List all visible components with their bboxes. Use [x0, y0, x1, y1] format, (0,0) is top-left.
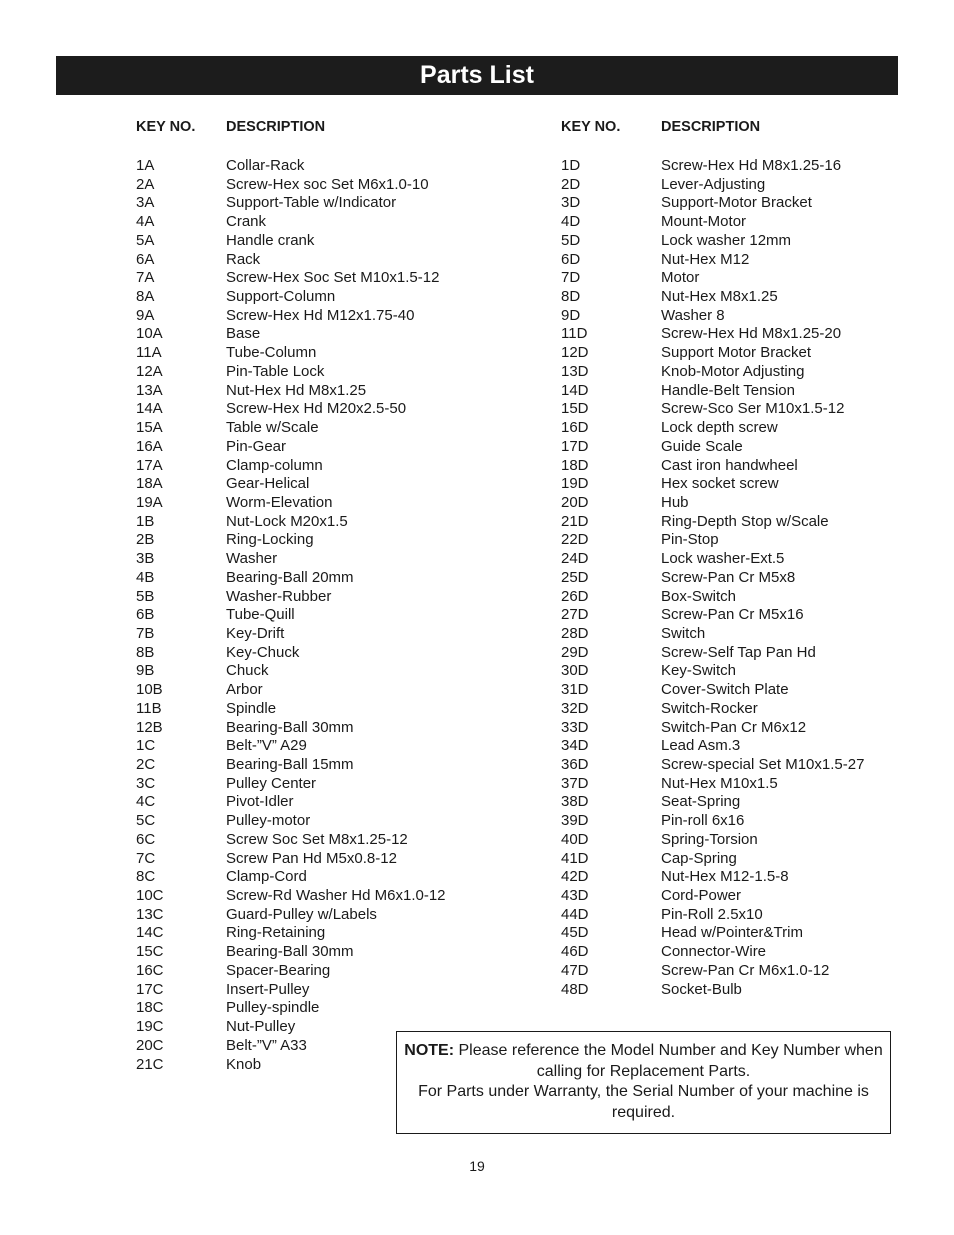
part-description: Washer-Rubber: [226, 587, 332, 605]
part-key: 17D: [561, 437, 589, 455]
part-description: Pin-Table Lock: [226, 362, 325, 380]
part-key: 10B: [136, 681, 163, 699]
list-item: [136, 700, 416, 719]
part-key: 13C: [136, 905, 164, 923]
list-item: [136, 494, 416, 513]
part-description: Collar-Rack: [226, 157, 305, 174]
part-description: Cover-Switch Plate: [661, 681, 789, 699]
page-title-bar: [56, 56, 898, 95]
part-description: Screw-Hex Hd M8x1.25-16: [661, 157, 842, 174]
part-key: 14C: [136, 924, 164, 942]
list-item: [561, 644, 901, 663]
list-item: [136, 513, 416, 532]
part-description: Clamp-Cord: [226, 868, 307, 886]
list-item: [561, 344, 901, 363]
part-description: Pin-roll 6x16: [661, 812, 745, 830]
part-description: Seat-Spring: [661, 793, 741, 811]
list-item: [561, 775, 901, 794]
list-item: [561, 325, 901, 344]
part-key: 5C: [136, 812, 156, 830]
list-item: [561, 719, 901, 738]
part-key: 21D: [561, 512, 589, 530]
part-description: Screw-special Set M10x1.5-27: [661, 756, 865, 773]
page-title: Parts List: [420, 61, 534, 89]
part-key: 8B: [136, 643, 155, 661]
list-item: [561, 269, 901, 288]
part-key: 19A: [136, 493, 163, 511]
list-item: [136, 475, 416, 494]
part-description: Knob: [226, 1055, 262, 1073]
part-description: Screw-Hex soc Set M6x1.0-10: [226, 175, 429, 193]
list-item: [136, 457, 416, 476]
part-key: 27D: [561, 606, 589, 624]
part-key: 5D: [561, 231, 581, 249]
part-key: 44D: [561, 905, 589, 923]
part-description: Ring-Retaining: [226, 924, 326, 942]
key-no-header-left: KEY NO.: [136, 119, 196, 135]
note-label: NOTE:: [404, 1042, 455, 1059]
part-description: Chuck: [226, 662, 269, 680]
list-item: [561, 850, 901, 869]
part-description: Knob-Motor Adjusting: [661, 362, 805, 380]
note-text-1: Please reference the Model Number and Key Number when calling for Replacement Parts.: [454, 1042, 883, 1080]
list-item: [136, 606, 416, 625]
list-item: [561, 700, 901, 719]
list-item: [561, 962, 901, 981]
part-key: 48D: [561, 980, 589, 998]
part-description: Support-Column: [226, 288, 336, 306]
part-key: 11B: [136, 699, 162, 717]
list-item: [136, 588, 416, 607]
list-item: [136, 175, 429, 195]
part-description: Guard-Pulley w/Labels: [226, 905, 377, 923]
list-item: [561, 531, 901, 550]
list-item: [136, 438, 416, 457]
part-description: Screw-Hex Hd M8x1.25-20: [661, 325, 842, 343]
list-item: [136, 419, 416, 438]
part-description: Worm-Elevation: [226, 493, 333, 511]
list-item: [136, 363, 416, 382]
note-box: [396, 1031, 891, 1134]
list-item: [136, 868, 416, 887]
list-item: [561, 438, 901, 457]
list-item: [136, 157, 416, 176]
list-item: [136, 644, 416, 663]
part-description: Socket-Bulb: [661, 980, 742, 998]
part-key: 17C: [136, 980, 164, 998]
list-item: [136, 737, 416, 756]
part-key: 40D: [561, 830, 589, 848]
part-key: 20C: [136, 1036, 164, 1054]
part-key: 12B: [136, 718, 163, 736]
list-item: [136, 307, 416, 326]
part-description: Switch-Rocker: [661, 699, 758, 717]
list-item: [561, 793, 901, 812]
part-key: 3C: [136, 774, 156, 792]
part-description: Key-Switch: [661, 662, 737, 680]
list-item: [136, 981, 416, 1000]
part-key: 13A: [136, 381, 163, 399]
part-key: 25D: [561, 568, 589, 586]
part-description: Pivot-Idler: [226, 793, 294, 811]
list-item: [561, 251, 901, 270]
part-description: Support Motor Bracket: [661, 344, 812, 362]
list-item: [136, 812, 416, 831]
part-key: 10C: [136, 887, 164, 905]
part-description: Guide Scale: [661, 437, 743, 455]
list-item: [561, 307, 901, 326]
list-item: [136, 662, 416, 681]
list-item: [561, 606, 901, 625]
part-description: Switch-Pan Cr M6x12: [661, 718, 807, 736]
part-description: Belt-”V” A33: [226, 1036, 307, 1054]
list-item: [136, 756, 416, 775]
list-item: [561, 887, 901, 906]
page-number: 19: [469, 1158, 485, 1174]
list-item: [561, 681, 901, 700]
part-key: 45D: [561, 924, 589, 942]
part-description: Hub: [661, 493, 689, 511]
part-description: Cap-Spring: [661, 849, 737, 867]
list-item: [136, 681, 416, 700]
part-description: Key-Chuck: [226, 643, 300, 661]
list-item: [136, 793, 416, 812]
part-description: Lead Asm.3: [661, 737, 741, 755]
part-key: 38D: [561, 793, 589, 811]
part-key: 3A: [136, 194, 155, 212]
note-line-1: [397, 1041, 890, 1082]
part-key: 47D: [561, 961, 589, 979]
part-description: Washer 8: [661, 306, 725, 324]
part-description: Screw-Hex Hd M20x2.5-50: [226, 400, 407, 418]
part-key: 16C: [136, 961, 164, 979]
part-key: 2D: [561, 175, 581, 193]
part-description: Bearing-Ball 15mm: [226, 756, 354, 773]
part-key: 19D: [561, 475, 589, 493]
list-item: [561, 812, 901, 831]
part-key: 29D: [561, 643, 589, 661]
part-description: Hex socket screw: [661, 475, 779, 493]
part-key: 13D: [561, 362, 589, 380]
part-key: 1D: [561, 157, 581, 174]
part-key: 5A: [136, 231, 155, 249]
part-key: 1B: [136, 512, 155, 530]
part-key: 7A: [136, 269, 155, 287]
part-key: 8D: [561, 288, 581, 306]
part-description: Support-Table w/Indicator: [226, 194, 397, 212]
part-key: 33D: [561, 718, 589, 736]
list-item: [561, 981, 901, 1000]
part-description: Handle crank: [226, 231, 315, 249]
part-description: Nut-Hex M10x1.5: [661, 774, 778, 792]
list-item: [561, 475, 901, 494]
part-description: Lock washer 12mm: [661, 231, 792, 249]
part-key: 6C: [136, 830, 156, 848]
part-key: 24D: [561, 550, 589, 568]
description-header-left: DESCRIPTION: [226, 119, 326, 135]
part-description: Handle-Belt Tension: [661, 381, 795, 399]
part-key: 14A: [136, 400, 163, 418]
list-item: [136, 269, 440, 288]
part-description: Crank: [226, 213, 267, 231]
list-item: [561, 232, 901, 251]
part-key: 4C: [136, 793, 156, 811]
list-item: [561, 550, 901, 569]
list-item: [561, 625, 901, 644]
list-item: [136, 1018, 416, 1037]
part-key: 22D: [561, 531, 589, 549]
list-item: [136, 344, 416, 363]
part-key: 18D: [561, 456, 589, 474]
part-description: Belt-”V” A29: [226, 737, 307, 755]
list-item: [136, 924, 416, 943]
part-key: 17A: [136, 456, 163, 474]
list-item: [136, 831, 416, 850]
part-key: 15C: [136, 943, 164, 961]
part-key: 6B: [136, 606, 155, 624]
part-key: 16A: [136, 437, 163, 455]
part-description: Key-Drift: [226, 624, 285, 642]
part-description: Screw-Pan Cr M6x1.0-12: [661, 961, 830, 979]
part-description: Screw-Hex Soc Set M10x1.5-12: [226, 269, 440, 287]
list-item: [561, 288, 901, 307]
part-key: 28D: [561, 624, 589, 642]
part-description: Nut-Hex M12: [661, 250, 750, 268]
list-item: [136, 719, 416, 738]
list-item: [561, 737, 901, 756]
part-key: 26D: [561, 587, 589, 605]
part-key: 36D: [561, 756, 589, 773]
part-key: 19C: [136, 1018, 164, 1036]
part-key: 9D: [561, 306, 581, 324]
part-key: 5B: [136, 587, 155, 605]
list-item: [136, 325, 416, 344]
list-item: [561, 943, 901, 962]
part-key: 11A: [136, 344, 162, 362]
part-description: Screw-Pan Cr M5x16: [661, 606, 804, 624]
part-key: 18C: [136, 999, 164, 1017]
list-item: [561, 906, 901, 925]
part-key: 21C: [136, 1055, 164, 1073]
list-item: [561, 400, 901, 419]
part-key: 16D: [561, 419, 589, 437]
list-item: [136, 550, 416, 569]
part-description: Nut-Hex M12-1.5-8: [661, 868, 789, 886]
part-key: 37D: [561, 774, 589, 792]
list-item: [136, 850, 416, 869]
part-description: Pulley Center: [226, 774, 317, 792]
part-description: Screw Soc Set M8x1.25-12: [226, 830, 408, 848]
part-description: Screw-Rd Washer Hd M6x1.0-12: [226, 887, 446, 905]
parts-list-right: [561, 157, 901, 999]
part-description: Spring-Torsion: [661, 830, 758, 848]
part-description: Bearing-Ball 20mm: [226, 568, 354, 586]
part-description: Motor: [661, 269, 700, 287]
part-description: Clamp-column: [226, 456, 323, 474]
list-item: [136, 531, 416, 550]
list-item: [561, 382, 901, 401]
part-key: 14D: [561, 381, 589, 399]
part-key: 46D: [561, 943, 589, 961]
part-key: 2A: [136, 175, 155, 193]
part-description: Spacer-Bearing: [226, 961, 331, 979]
part-description: Screw-Sco Ser M10x1.5-12: [661, 400, 845, 418]
part-key: 18A: [136, 475, 163, 493]
part-key: 9B: [136, 662, 155, 680]
part-key: 43D: [561, 887, 589, 905]
part-key: 4D: [561, 213, 581, 231]
part-key: 2B: [136, 531, 155, 549]
list-item: [561, 924, 901, 943]
part-description: Screw-Self Tap Pan Hd: [661, 643, 816, 661]
list-item: [561, 194, 901, 213]
list-item: [136, 569, 416, 588]
part-description: Nut-Hex M8x1.25: [661, 288, 778, 306]
part-description: Pin-Stop: [661, 531, 719, 549]
list-item: [136, 251, 416, 270]
part-description: Pin-Gear: [226, 437, 287, 455]
list-item: [561, 176, 901, 195]
part-description: Rack: [226, 250, 261, 268]
part-description: Head w/Pointer&Trim: [661, 924, 803, 942]
part-key: 12D: [561, 344, 589, 362]
part-description: Ring-Locking: [226, 531, 314, 549]
part-description: Washer: [226, 550, 278, 568]
part-key: 9A: [136, 306, 155, 324]
key-no-header-right: KEY NO.: [561, 119, 621, 135]
part-key: 15A: [136, 419, 163, 437]
list-item: [136, 1056, 416, 1075]
part-key: 1C: [136, 737, 156, 755]
list-item: [136, 943, 416, 962]
part-description: Lock depth screw: [661, 419, 778, 437]
part-description: Nut-Pulley: [226, 1018, 296, 1036]
part-key: 12A: [136, 362, 163, 380]
list-item: [136, 288, 416, 307]
part-description: Lock washer-Ext.5: [661, 550, 785, 568]
part-description: Screw Pan Hd M5x0.8-12: [226, 849, 397, 867]
part-description: Pin-Roll 2.5x10: [661, 905, 763, 923]
list-item: [561, 569, 901, 588]
list-item: [136, 775, 416, 794]
list-item: [136, 962, 416, 981]
list-item: [561, 868, 901, 887]
list-item: [561, 831, 901, 850]
part-description: Ring-Depth Stop w/Scale: [661, 512, 829, 530]
part-key: 7C: [136, 849, 156, 867]
part-description: Connector-Wire: [661, 943, 767, 961]
description-header-right: DESCRIPTION: [661, 119, 761, 135]
list-item: [561, 157, 901, 176]
list-item: [136, 625, 416, 644]
list-item: [136, 194, 416, 213]
list-item: [136, 213, 416, 232]
part-key: 42D: [561, 868, 589, 886]
part-description: Mount-Motor: [661, 213, 747, 231]
part-description: Gear-Helical: [226, 475, 310, 493]
part-key: 30D: [561, 662, 589, 680]
list-item: [136, 887, 446, 906]
part-description: Nut-Hex Hd M8x1.25: [226, 381, 367, 399]
part-description: Tube-Column: [226, 344, 317, 362]
part-key: 7D: [561, 269, 581, 287]
list-item: [561, 662, 901, 681]
part-key: 32D: [561, 699, 589, 717]
part-key: 31D: [561, 681, 589, 699]
part-description: Support-Motor Bracket: [661, 194, 812, 212]
list-item: [561, 494, 901, 513]
part-description: Spindle: [226, 699, 277, 717]
part-description: Table w/Scale: [226, 419, 319, 437]
part-description: Lever-Adjusting: [661, 175, 766, 193]
part-key: 3D: [561, 194, 581, 212]
part-key: 4A: [136, 213, 155, 231]
part-description: Screw-Hex Hd M12x1.75-40: [226, 306, 415, 324]
part-key: 2C: [136, 756, 156, 773]
list-item: [561, 513, 901, 532]
list-item: [561, 457, 901, 476]
list-item: [136, 1037, 416, 1056]
part-key: 6A: [136, 250, 155, 268]
part-key: 4B: [136, 568, 155, 586]
list-item: [561, 213, 901, 232]
part-description: Switch: [661, 624, 706, 642]
list-item: [136, 999, 416, 1018]
part-key: 39D: [561, 812, 589, 830]
list-item: [136, 382, 416, 401]
list-item: [136, 400, 416, 419]
part-description: Screw-Pan Cr M5x8: [661, 568, 796, 586]
part-description: Box-Switch: [661, 587, 737, 605]
part-description: Bearing-Ball 30mm: [226, 718, 354, 736]
list-item: [136, 232, 416, 251]
part-key: 34D: [561, 737, 589, 755]
part-key: 3B: [136, 550, 155, 568]
part-key: 7B: [136, 624, 155, 642]
part-key: 20D: [561, 493, 589, 511]
part-description: Base: [226, 325, 261, 343]
part-description: Cast iron handwheel: [661, 456, 798, 474]
part-description: Nut-Lock M20x1.5: [226, 512, 348, 530]
note-text-2: For Parts under Warranty, the Serial Number of your machine is required.: [418, 1083, 869, 1121]
part-description: Bearing-Ball 30mm: [226, 943, 354, 961]
list-item: [561, 363, 901, 382]
part-description: Arbor: [226, 681, 263, 699]
part-description: Insert-Pulley: [226, 980, 310, 998]
part-description: Cord-Power: [661, 887, 742, 905]
part-key: 8A: [136, 288, 155, 306]
part-description: Pulley-spindle: [226, 999, 320, 1017]
part-key: 41D: [561, 849, 589, 867]
part-key: 1A: [136, 157, 155, 174]
part-key: 10A: [136, 325, 163, 343]
list-item: [136, 906, 416, 925]
part-description: Pulley-motor: [226, 812, 311, 830]
part-key: 11D: [561, 325, 588, 343]
part-key: 6D: [561, 250, 581, 268]
list-item: [561, 756, 901, 775]
list-item: [561, 588, 901, 607]
list-item: [561, 419, 901, 438]
part-description: Tube-Quill: [226, 606, 295, 624]
part-key: 15D: [561, 400, 589, 418]
part-key: 8C: [136, 868, 156, 886]
